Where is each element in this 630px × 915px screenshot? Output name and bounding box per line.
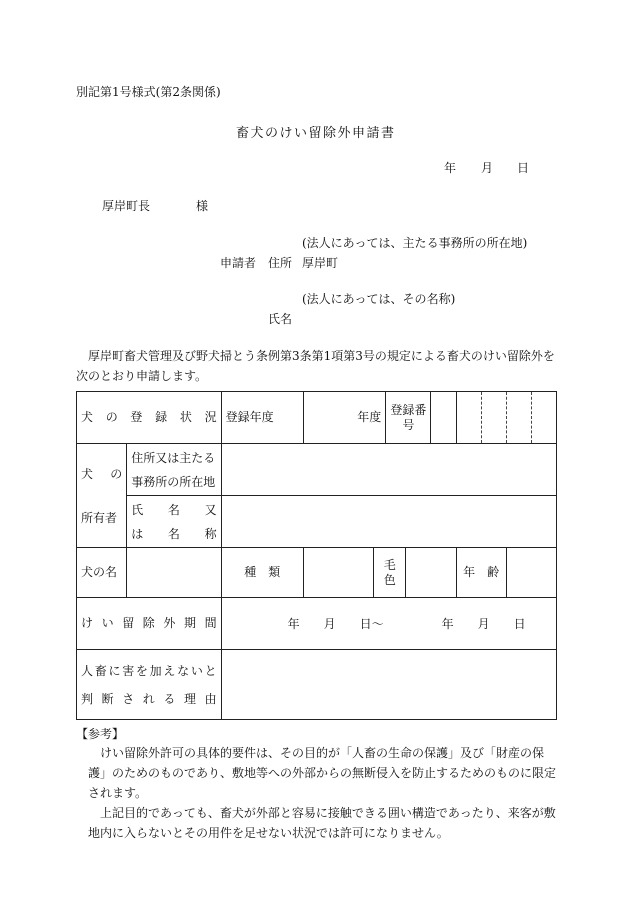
owner-label-3: 所有者 bbox=[81, 510, 118, 525]
period-end-year: 年 bbox=[441, 617, 454, 631]
period-start-year: 年 bbox=[287, 617, 300, 631]
period-field[interactable] bbox=[221, 598, 556, 650]
owner-name-row bbox=[77, 496, 557, 548]
registration-number-digit[interactable] bbox=[431, 392, 456, 444]
owner-address-field[interactable] bbox=[221, 444, 556, 496]
coat-label: 毛 色 bbox=[374, 548, 406, 598]
addressee-name: 厚岸町長 bbox=[102, 199, 151, 213]
reason-row bbox=[77, 650, 557, 720]
notes-paragraph-2: 上記目的であっても、畜犬が外部と容易に接触できる囲い構造であったり、来客が敷地内に入らないとその用件を足せない状況では許可になりません。 bbox=[88, 806, 556, 840]
application-form-table bbox=[76, 391, 557, 720]
registration-number-digit[interactable] bbox=[456, 392, 481, 444]
applicant-name-label: 氏名 bbox=[268, 312, 293, 326]
owner-name-field[interactable] bbox=[221, 496, 556, 548]
form-number: 別記第1号様式(第2条関係) bbox=[76, 85, 221, 99]
dog-name-label: 犬の名 bbox=[77, 548, 127, 598]
period-start-day: 日〜 bbox=[359, 617, 384, 631]
period-end-day: 日 bbox=[513, 617, 526, 631]
owner-name-label-1: 氏 名 又 bbox=[131, 502, 217, 517]
notes-heading: 【参考】 bbox=[76, 727, 125, 741]
breed-label: 種 類 bbox=[221, 548, 303, 598]
reason-field[interactable] bbox=[221, 650, 556, 720]
owner-address-row bbox=[77, 444, 557, 496]
registration-status-label: 犬 の 登 録 状 況 bbox=[77, 392, 222, 444]
period-row bbox=[77, 598, 557, 650]
period-label: けい留除外期間 bbox=[77, 598, 222, 650]
age-field[interactable] bbox=[506, 548, 556, 598]
registration-year-label: 登録年度 bbox=[221, 392, 303, 444]
owner-label-1: 犬 bbox=[81, 466, 94, 481]
reason-label-2: 判断される理由 bbox=[81, 691, 217, 706]
owner-name-label bbox=[127, 496, 221, 548]
coat-field[interactable] bbox=[406, 548, 456, 598]
owner-address-label-1: 住所又は主たる bbox=[131, 450, 216, 465]
applicant-label: 申請者 bbox=[220, 256, 257, 270]
owner-label bbox=[77, 444, 127, 548]
applicant-address-label: 住所 bbox=[268, 256, 293, 270]
body-text-line-2: 次のとおり申請します。 bbox=[76, 369, 208, 383]
age-label: 年 齢 bbox=[456, 548, 506, 598]
period-end-month: 月 bbox=[477, 617, 490, 631]
addressee-honorific: 様 bbox=[196, 199, 209, 213]
applicant-address-note: (法人にあっては、主たる事務所の所在地) bbox=[302, 236, 528, 250]
document-title: 畜犬のけい留除外申請書 bbox=[236, 126, 396, 141]
registration-number-label: 登録番号 bbox=[386, 392, 431, 444]
date-year: 年 bbox=[444, 161, 457, 175]
registration-row bbox=[77, 392, 557, 444]
applicant-name-note: (法人にあっては、その名称) bbox=[302, 292, 456, 306]
owner-address-label bbox=[127, 444, 221, 496]
date-month: 月 bbox=[481, 161, 494, 175]
reason-label bbox=[77, 650, 222, 720]
owner-address-label-2: 事務所の所在地 bbox=[131, 474, 216, 489]
dog-details-row bbox=[77, 548, 557, 598]
body-text-line-1: 厚岸町畜犬管理及び野犬掃とう条例第3条第1項第3号の規定による畜犬のけい留除外を bbox=[88, 349, 555, 363]
registration-number-digit[interactable] bbox=[481, 392, 506, 444]
dog-name-field[interactable] bbox=[127, 548, 221, 598]
owner-label-2: の bbox=[110, 466, 123, 481]
breed-field[interactable] bbox=[303, 548, 373, 598]
registration-year-unit: 年度 bbox=[303, 392, 385, 444]
applicant-address-value: 厚岸町 bbox=[302, 256, 339, 270]
notes-paragraph-1: けい留除外許可の具体的要件は、その目的が「人畜の生命の保護」及び「財産の保護」のためのものであり、敷地等への外部からの無断侵入を防止するためのものに限定されます。 bbox=[88, 746, 557, 800]
owner-name-label-2: は 名 称 bbox=[131, 526, 217, 541]
period-start-month: 月 bbox=[323, 617, 336, 631]
registration-number-digit[interactable] bbox=[506, 392, 531, 444]
date-day: 日 bbox=[517, 161, 530, 175]
reason-label-1: 人畜に害を加えないと bbox=[81, 663, 217, 678]
registration-number-digit[interactable] bbox=[531, 392, 556, 444]
